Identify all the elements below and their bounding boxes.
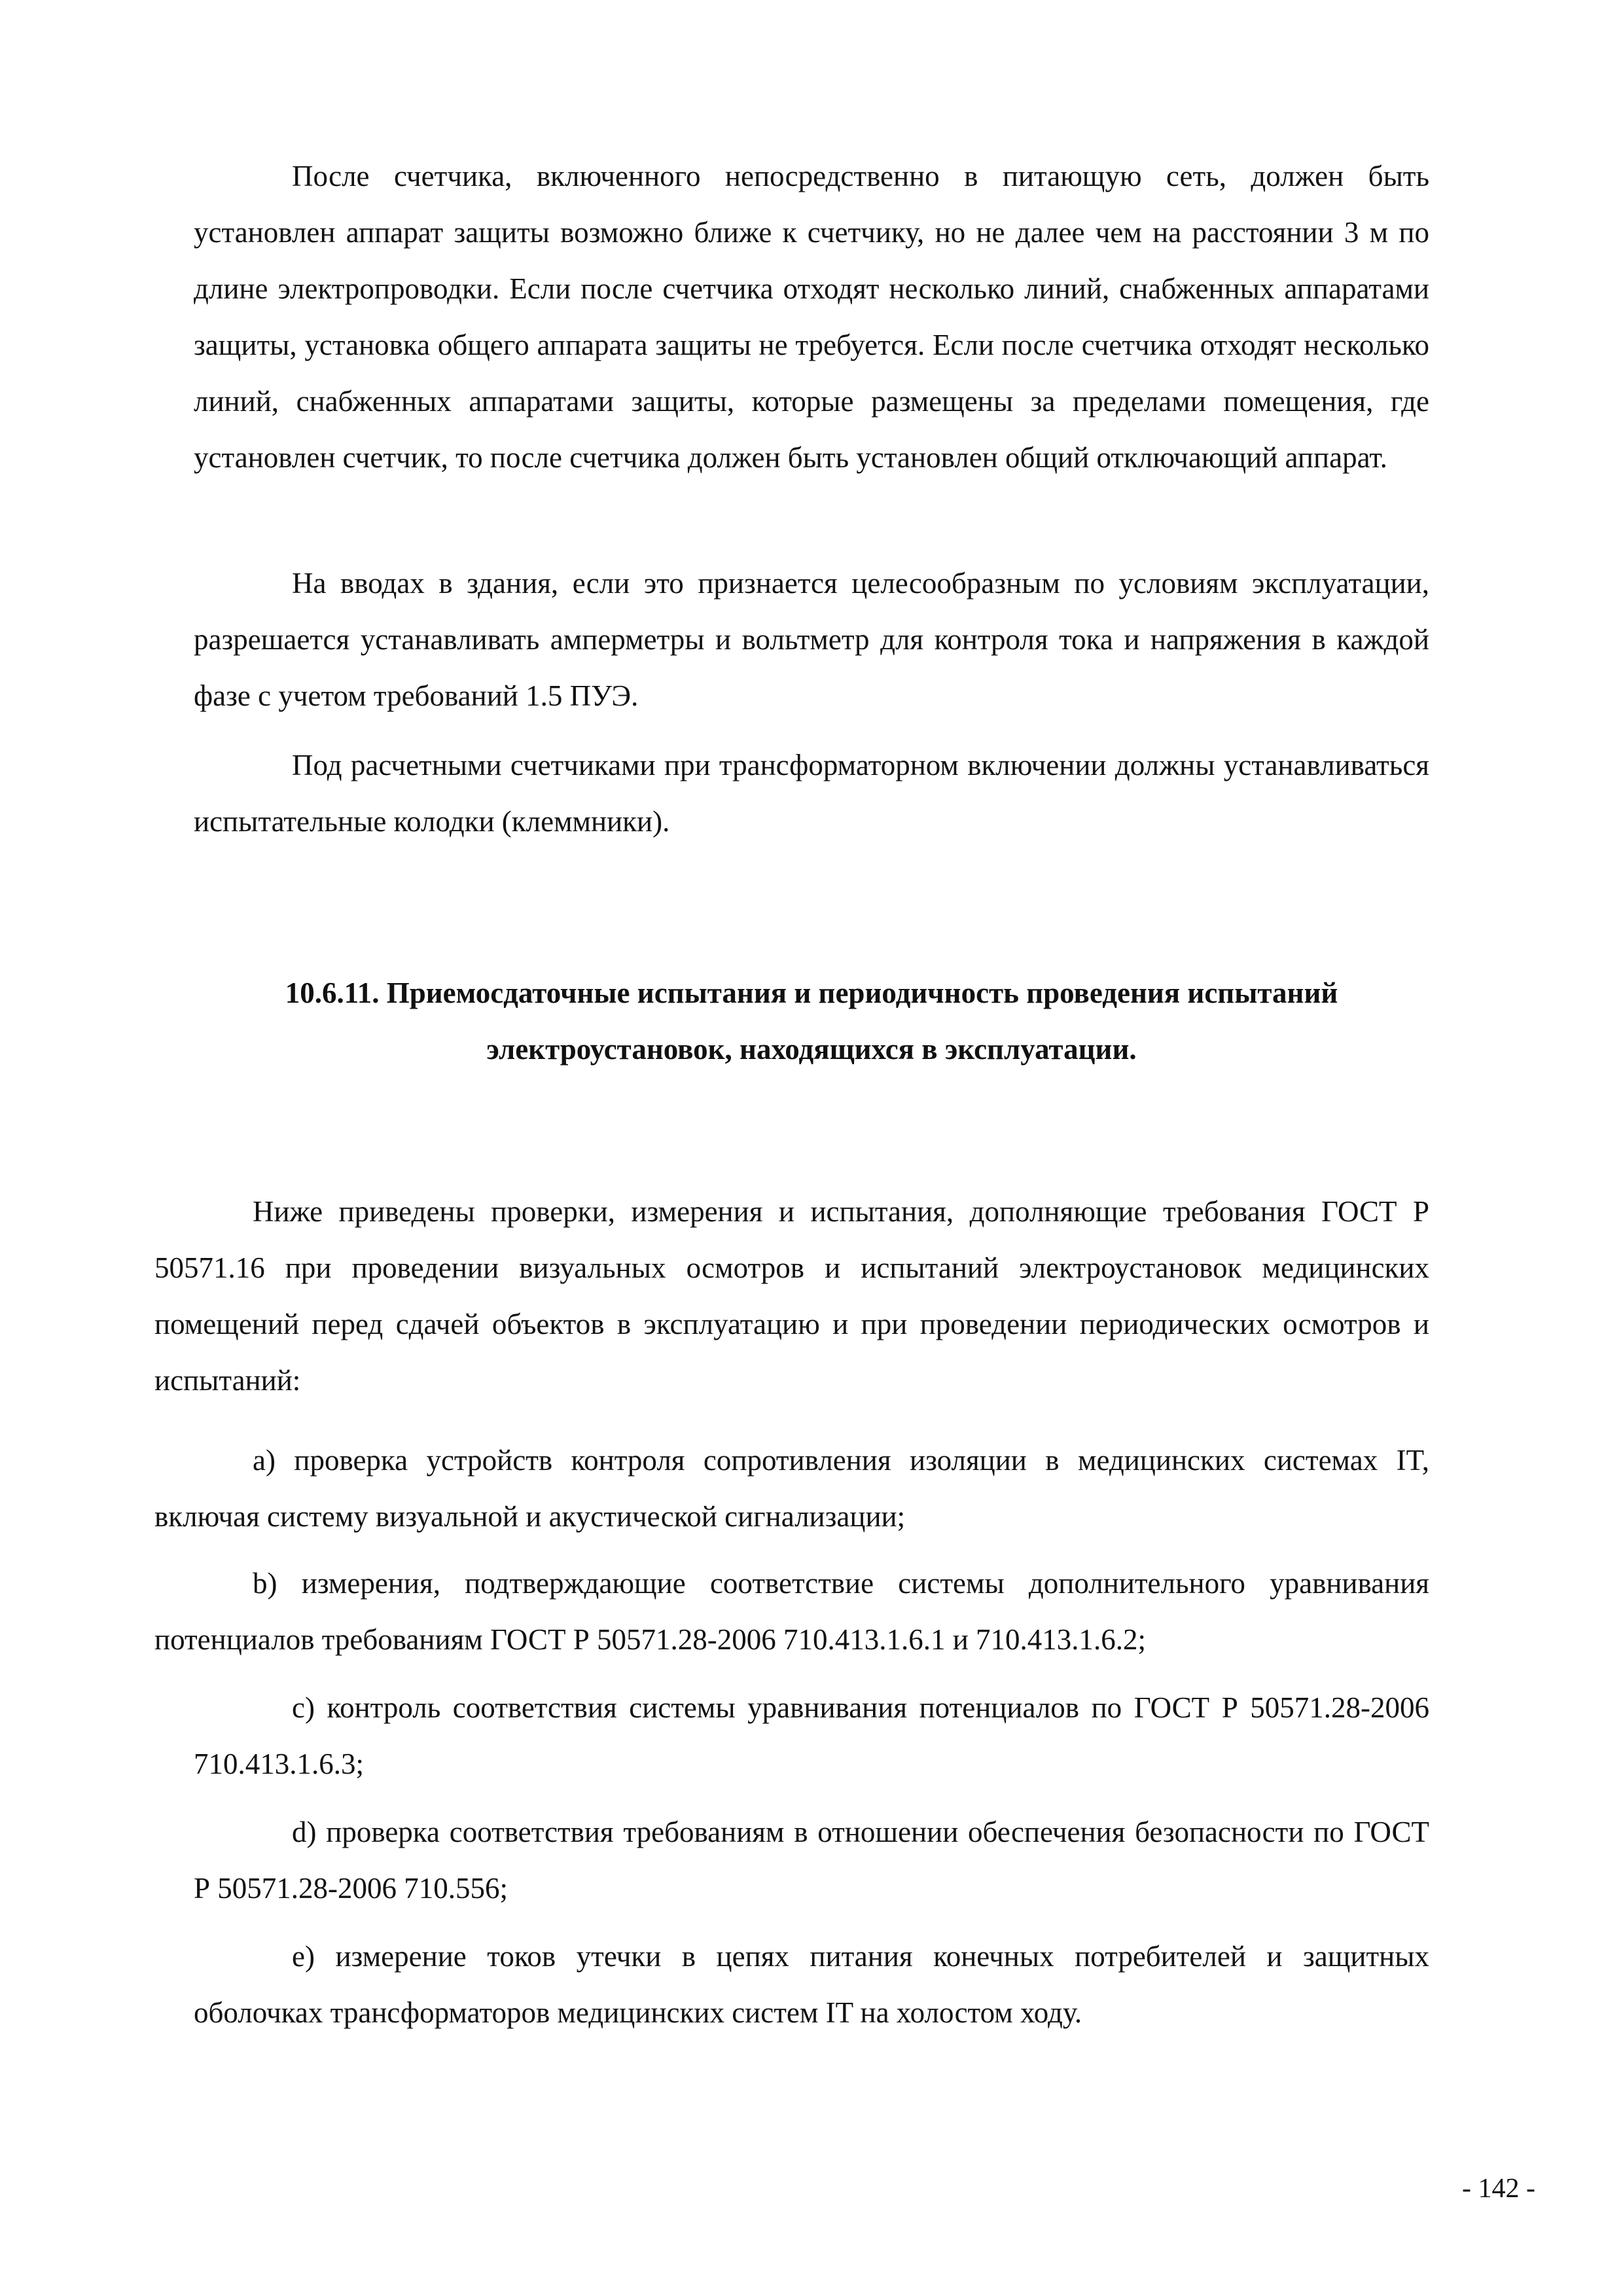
list-item-d: d) проверка соответствия требованиям в отношении обеспечения безопасности по ГОСТ Р 50571.28-2006 710.556;	[194, 1816, 1429, 1905]
list-item-c: c) контроль соответствия системы уравнивания потенциалов по ГОСТ Р 50571.28-2006 710.413.1.6.3;	[194, 1691, 1429, 1780]
paragraph-test-terminals: Под расчетными счетчиками при трансформаторном включении должны устанавливаться испытательные колодки (клеммники).	[194, 749, 1429, 838]
list-item-b: b) измерения, подтверждающие соответствие системы дополнительного уравнивания потенциалов требованиям ГОСТ Р 50571.28-2006 710.413.1.6.1 и 710.413.1.6.2;	[154, 1567, 1429, 1656]
page-number: - 142 -	[1462, 2174, 1535, 2204]
list-item-e: e) измерение токов утечки в цепях питания конечных потребителей и защитных оболочках трансформаторов медицинских систем IT на холостом ходу.	[194, 1940, 1429, 2029]
list-item-a: a) проверка устройств контроля сопротивления изоляции в медицинских системах IT, включая систему визуальной и акустической сигнализации;	[154, 1444, 1429, 1533]
paragraph-meter-protection: После счетчика, включенного непосредственно в питающую сеть, должен быть установлен аппарат защиты возможно ближе к счетчику, но не далее чем на расстоянии 3 м по длине электропроводки. Если после счетчика отходят несколько линий, снабженных аппаратами защиты, установка общего аппарата защиты не требуется. Если после счетчика отходят несколько линий, снабженных аппаратами защиты, которые размещены за пределами помещения, где установлен счетчик, то после счетчика должен быть установлен общий отключающий аппарат.	[194, 160, 1429, 474]
section-heading-line1: 10.6.11. Приемосдаточные испытания и периодичность проведения испытаний	[285, 977, 1338, 1009]
paragraph-building-inputs: На вводах в здания, если это признается целесообразным по условиям эксплуатации, разрешается устанавливать амперметры и вольтметр для контроля тока и напряжения в каждой фазе с учетом требований 1.5 ПУЭ.	[194, 567, 1429, 712]
section-heading-line2: электроустановок, находящихся в эксплуатации.	[486, 1033, 1137, 1066]
paragraph-intro: Ниже приведены проверки, измерения и испытания, дополняющие требования ГОСТ Р 50571.16 при проведении визуальных осмотров и испытаний электроустановок медицинских помещений перед сдачей объектов в эксплуатацию и при проведении периодических осмотров и испытаний:	[154, 1195, 1429, 1397]
